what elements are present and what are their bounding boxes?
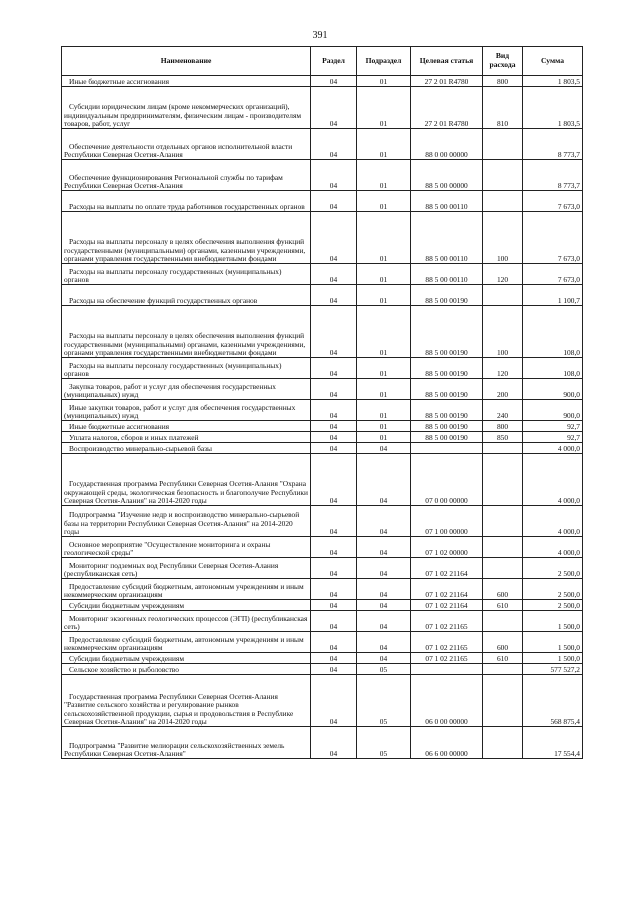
cell-subsection: 01 (357, 264, 411, 285)
cell-section: 04 (311, 675, 357, 727)
cell-section: 04 (311, 87, 357, 129)
cell-sum: 4 000,0 (523, 454, 583, 506)
cell-subsection: 04 (357, 558, 411, 579)
cell-target: 07 1 02 00000 (411, 537, 483, 558)
header-sum: Сумма (523, 47, 583, 76)
cell-section: 04 (311, 264, 357, 285)
cell-name: Субсидии юридическим лицам (кроме некоммерческих организаций), индивидуальным предпринимателям, физическим лицам - производителям товаров, работ, услуг (62, 87, 311, 129)
table-row (62, 191, 583, 212)
cell-sum: 2 500,0 (523, 600, 583, 611)
cell-expense-type (483, 160, 523, 191)
cell-name: Предоставление субсидий бюджетным, автономным учреждениям и иным некоммерческим организациям (62, 632, 311, 653)
cell-subsection: 01 (357, 76, 411, 87)
cell-name: Подпрограмма "Развитие мелиорации сельскохозяйственных земель Республики Северная Осетия-Алания" (62, 727, 311, 759)
cell-section: 04 (311, 306, 357, 358)
cell-expense-type: 800 (483, 421, 523, 432)
cell-expense-type (483, 506, 523, 537)
cell-target: 88 5 00 00190 (411, 306, 483, 358)
cell-sum: 7 673,0 (523, 191, 583, 212)
cell-target: 06 0 00 00000 (411, 675, 483, 727)
cell-section: 04 (311, 421, 357, 432)
table-row (62, 76, 583, 87)
table-row (62, 537, 583, 558)
cell-subsection: 01 (357, 191, 411, 212)
table-row (62, 129, 583, 160)
cell-section: 04 (311, 632, 357, 653)
cell-target: 88 0 00 00000 (411, 129, 483, 160)
cell-sum: 1 803,5 (523, 87, 583, 129)
cell-section: 04 (311, 664, 357, 675)
cell-name: Иные бюджетные ассигнования (62, 421, 311, 432)
cell-target: 88 5 00 00190 (411, 432, 483, 443)
header-name: Наименование (62, 47, 311, 76)
cell-target: 88 5 00 00110 (411, 191, 483, 212)
cell-expense-type: 100 (483, 306, 523, 358)
cell-expense-type: 600 (483, 632, 523, 653)
table-row (62, 632, 583, 653)
cell-target (411, 443, 483, 454)
cell-sum: 900,0 (523, 400, 583, 421)
cell-subsection: 04 (357, 454, 411, 506)
cell-name: Иные бюджетные ассигнования (62, 76, 311, 87)
cell-target: 07 1 02 21165 (411, 611, 483, 632)
cell-target: 07 1 02 21165 (411, 632, 483, 653)
cell-section: 04 (311, 379, 357, 400)
cell-expense-type (483, 611, 523, 632)
cell-section: 04 (311, 653, 357, 664)
cell-subsection: 01 (357, 212, 411, 264)
cell-expense-type (483, 129, 523, 160)
table-row (62, 727, 583, 759)
cell-name: Расходы на выплаты персоналу государственных (муниципальных) органов (62, 264, 311, 285)
table-row (62, 664, 583, 675)
cell-expense-type (483, 537, 523, 558)
cell-subsection: 01 (357, 129, 411, 160)
cell-name: Сельское хозяйство и рыболовство (62, 664, 311, 675)
cell-target: 88 5 00 00000 (411, 160, 483, 191)
page-number: 391 (312, 30, 328, 41)
cell-subsection: 04 (357, 653, 411, 664)
cell-target: 88 5 00 00190 (411, 379, 483, 400)
cell-section: 04 (311, 160, 357, 191)
cell-name: Мониторинг подземных вод Республики Северная Осетия-Алания (республиканская сеть) (62, 558, 311, 579)
header-subsection: Подраздел (357, 47, 411, 76)
cell-sum: 1 500,0 (523, 632, 583, 653)
cell-subsection: 01 (357, 87, 411, 129)
cell-expense-type: 240 (483, 400, 523, 421)
cell-sum: 1 500,0 (523, 611, 583, 632)
cell-name: Субсидии бюджетным учреждениям (62, 600, 311, 611)
cell-expense-type: 600 (483, 579, 523, 600)
cell-name: Расходы на обеспечение функций государственных органов (62, 285, 311, 306)
table-row (62, 358, 583, 379)
cell-sum: 17 554,4 (523, 727, 583, 759)
cell-name: Обеспечение деятельности отдельных органов исполнительной власти Республики Северная Осетия-Алания (62, 129, 311, 160)
cell-expense-type: 120 (483, 264, 523, 285)
cell-name: Иные закупки товаров, работ и услуг для обеспечения государственных (муниципальных) нужд (62, 400, 311, 421)
cell-sum: 900,0 (523, 379, 583, 400)
cell-section: 04 (311, 506, 357, 537)
cell-subsection: 05 (357, 664, 411, 675)
cell-section: 04 (311, 579, 357, 600)
cell-name: Расходы на выплаты по оплате труда работников государственных органов (62, 191, 311, 212)
cell-expense-type: 100 (483, 212, 523, 264)
cell-target: 88 5 00 00190 (411, 421, 483, 432)
cell-target: 07 1 02 21164 (411, 579, 483, 600)
cell-expense-type (483, 454, 523, 506)
header-expense-type: Вид расхода (483, 47, 523, 76)
cell-sum: 2 500,0 (523, 558, 583, 579)
cell-section: 04 (311, 191, 357, 212)
cell-sum: 1 500,0 (523, 653, 583, 664)
cell-target: 88 5 00 00110 (411, 212, 483, 264)
cell-sum: 577 527,2 (523, 664, 583, 675)
cell-expense-type: 200 (483, 379, 523, 400)
table-row (62, 579, 583, 600)
cell-subsection: 01 (357, 358, 411, 379)
cell-sum: 1 100,7 (523, 285, 583, 306)
table-row (62, 400, 583, 421)
cell-sum: 8 773,7 (523, 129, 583, 160)
cell-section: 04 (311, 600, 357, 611)
cell-sum: 108,0 (523, 358, 583, 379)
budget-table (61, 46, 583, 759)
cell-section: 04 (311, 358, 357, 379)
cell-section: 04 (311, 558, 357, 579)
cell-target: 27 2 01 R4780 (411, 87, 483, 129)
table-row (62, 653, 583, 664)
cell-sum: 92,7 (523, 421, 583, 432)
cell-sum: 1 803,5 (523, 76, 583, 87)
cell-section: 04 (311, 454, 357, 506)
table-row (62, 611, 583, 632)
cell-target: 06 6 00 00000 (411, 727, 483, 759)
cell-subsection: 04 (357, 600, 411, 611)
cell-expense-type (483, 191, 523, 212)
cell-subsection: 01 (357, 432, 411, 443)
cell-name: Расходы на выплаты персоналу в целях обеспечения выполнения функций государственными (муниципальными) органами, казенными учреждениями, органами управления государственными внебюджетными фондами (62, 212, 311, 264)
cell-name: Государственная программа Республики Северная Осетия-Алания "Охрана окружающей среды, экологическая безопасность и благополучие Республики Северная Осетия-Алания" на 2014-2020 годы (62, 454, 311, 506)
cell-target: 88 5 00 00190 (411, 358, 483, 379)
cell-subsection: 05 (357, 675, 411, 727)
cell-sum: 108,0 (523, 306, 583, 358)
cell-name: Уплата налогов, сборов и иных платежей (62, 432, 311, 443)
cell-subsection: 04 (357, 579, 411, 600)
cell-name: Обеспечение функционирования Региональной службы по тарифам Республики Северная Осетия-Алания (62, 160, 311, 191)
cell-target: 88 5 00 00190 (411, 400, 483, 421)
cell-subsection: 04 (357, 632, 411, 653)
cell-expense-type (483, 727, 523, 759)
cell-section: 04 (311, 129, 357, 160)
cell-name: Закупка товаров, работ и услуг для обеспечения государственных (муниципальных) нужд (62, 379, 311, 400)
table-row (62, 600, 583, 611)
header-target: Целевая статья (411, 47, 483, 76)
table-header-row (62, 47, 583, 76)
table-row (62, 306, 583, 358)
cell-section: 04 (311, 443, 357, 454)
cell-subsection: 05 (357, 727, 411, 759)
cell-expense-type (483, 675, 523, 727)
cell-name: Субсидии бюджетным учреждениям (62, 653, 311, 664)
cell-sum: 8 773,7 (523, 160, 583, 191)
cell-expense-type: 810 (483, 87, 523, 129)
cell-subsection: 04 (357, 506, 411, 537)
cell-name: Государственная программа Республики Северная Осетия-Алания "Развитие сельского хозяйства и регулирование рынков сельскохозяйственной продукции, сырья и продовольствия в Республике Северная Осетия-Алания" на 2014-2020 годы (62, 675, 311, 727)
cell-section: 04 (311, 212, 357, 264)
cell-section: 04 (311, 285, 357, 306)
cell-subsection: 01 (357, 306, 411, 358)
cell-expense-type: 800 (483, 76, 523, 87)
cell-target: 07 1 00 00000 (411, 506, 483, 537)
cell-target: 07 1 02 21164 (411, 558, 483, 579)
cell-name: Расходы на выплаты персоналу государственных (муниципальных) органов (62, 358, 311, 379)
cell-section: 04 (311, 537, 357, 558)
cell-target: 88 5 00 00110 (411, 264, 483, 285)
cell-expense-type (483, 285, 523, 306)
table-row (62, 506, 583, 537)
cell-section: 04 (311, 76, 357, 87)
cell-section: 04 (311, 611, 357, 632)
cell-subsection: 01 (357, 400, 411, 421)
cell-expense-type (483, 664, 523, 675)
cell-subsection: 01 (357, 379, 411, 400)
cell-name: Предоставление субсидий бюджетным, автономным учреждениям и иным некоммерческим организациям (62, 579, 311, 600)
table-row (62, 379, 583, 400)
cell-subsection: 01 (357, 421, 411, 432)
cell-sum: 2 500,0 (523, 579, 583, 600)
table-row (62, 443, 583, 454)
cell-sum: 4 000,0 (523, 537, 583, 558)
cell-expense-type: 850 (483, 432, 523, 443)
cell-subsection: 01 (357, 285, 411, 306)
table-row (62, 264, 583, 285)
cell-sum: 4 000,0 (523, 443, 583, 454)
cell-subsection: 04 (357, 611, 411, 632)
cell-name: Основное мероприятие "Осуществление мониторинга и охраны геологической среды" (62, 537, 311, 558)
cell-section: 04 (311, 727, 357, 759)
table-row (62, 421, 583, 432)
cell-name: Воспроизводство минерально-сырьевой базы (62, 443, 311, 454)
table-row (62, 160, 583, 191)
cell-subsection: 04 (357, 537, 411, 558)
table-row (62, 87, 583, 129)
cell-section: 04 (311, 400, 357, 421)
table-row (62, 285, 583, 306)
cell-target (411, 664, 483, 675)
table-body (62, 76, 583, 759)
table-row (62, 212, 583, 264)
cell-name: Подпрограмма "Изучение недр и воспроизводство минерально-сырьевой базы на территории Республики Северная Осетия-Алания" на 2014-2020 годы (62, 506, 311, 537)
cell-section: 04 (311, 432, 357, 443)
cell-sum: 568 875,4 (523, 675, 583, 727)
cell-expense-type (483, 558, 523, 579)
cell-expense-type: 610 (483, 600, 523, 611)
cell-target: 07 0 00 00000 (411, 454, 483, 506)
cell-sum: 92,7 (523, 432, 583, 443)
cell-subsection: 01 (357, 160, 411, 191)
table-row (62, 454, 583, 506)
cell-sum: 7 673,0 (523, 264, 583, 285)
cell-name: Расходы на выплаты персоналу в целях обеспечения выполнения функций государственными (муниципальными) органами, казенными учреждениями, органами управления государственными внебюджетными фондами (62, 306, 311, 358)
cell-subsection: 04 (357, 443, 411, 454)
cell-sum: 4 000,0 (523, 506, 583, 537)
table-row (62, 675, 583, 727)
cell-target: 07 1 02 21165 (411, 653, 483, 664)
cell-expense-type (483, 443, 523, 454)
cell-sum: 7 673,0 (523, 212, 583, 264)
cell-expense-type: 610 (483, 653, 523, 664)
cell-expense-type: 120 (483, 358, 523, 379)
cell-target: 07 1 02 21164 (411, 600, 483, 611)
cell-name: Мониторинг экзогенных геологических процессов (ЭГП) (республиканская сеть) (62, 611, 311, 632)
header-section: Раздел (311, 47, 357, 76)
cell-target: 27 2 01 R4780 (411, 76, 483, 87)
table-row (62, 558, 583, 579)
cell-target: 88 5 00 00190 (411, 285, 483, 306)
table-row (62, 432, 583, 443)
